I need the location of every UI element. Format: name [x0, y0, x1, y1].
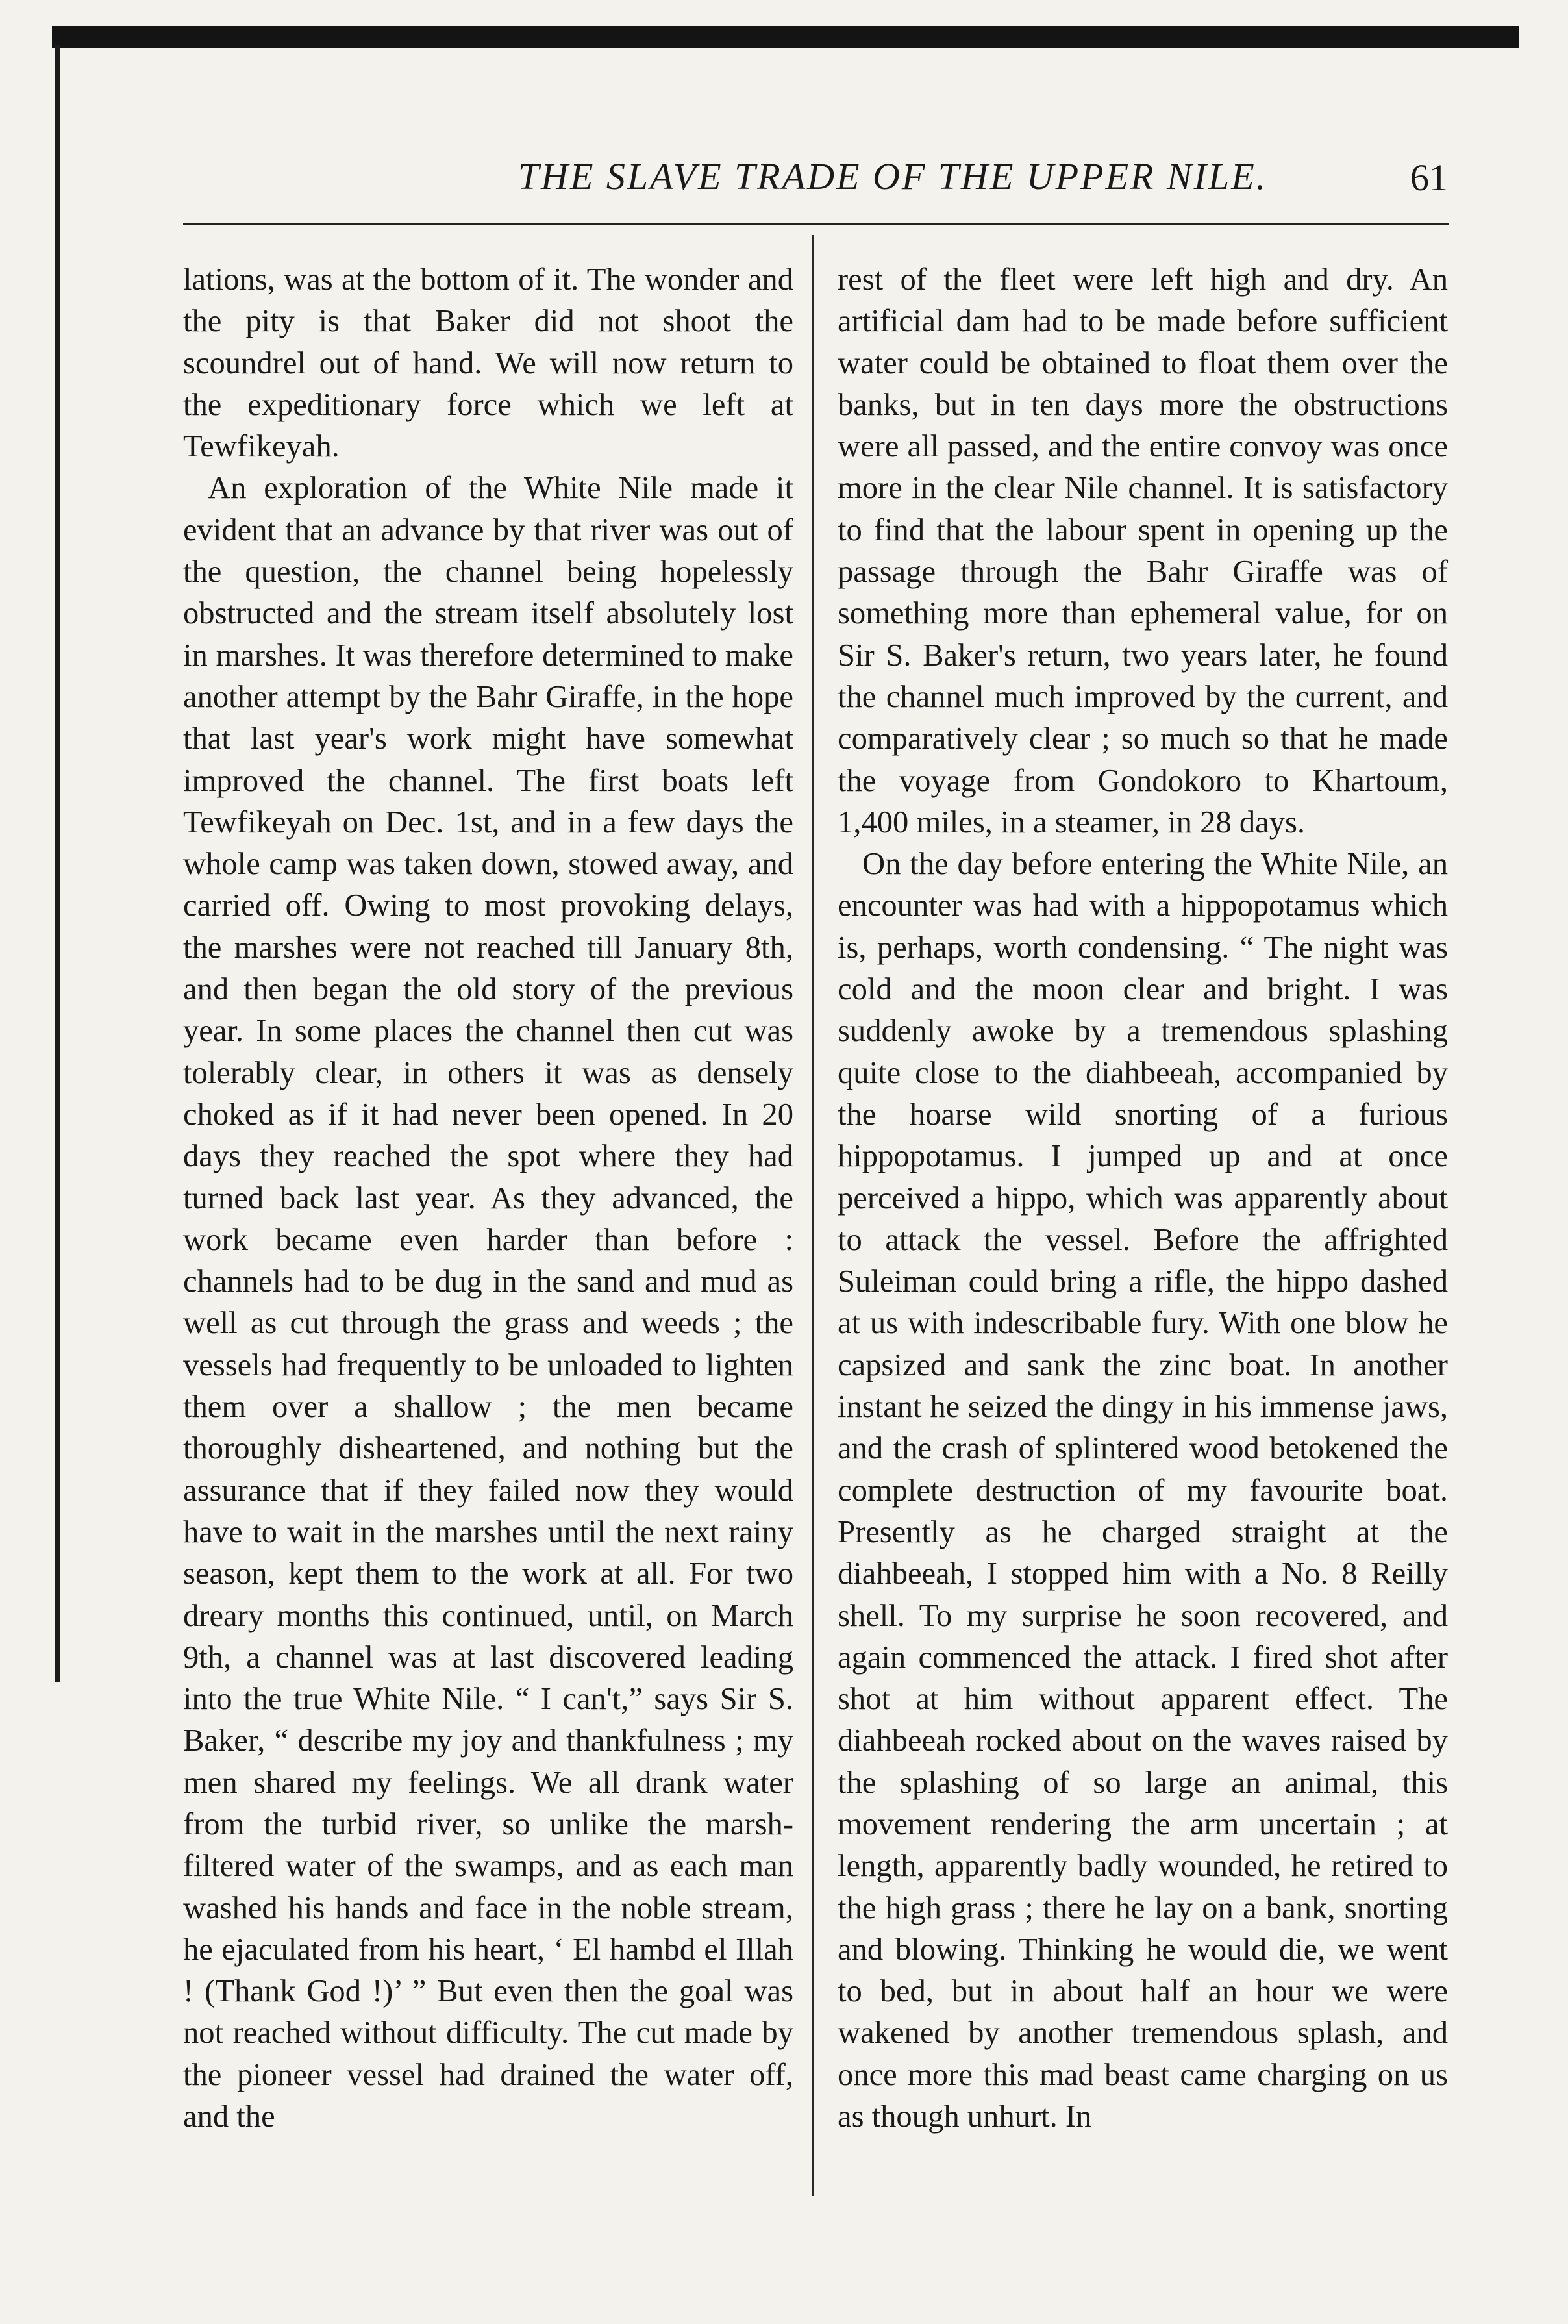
paragraph: lations, was at the bottom of it. The wonder and the pity is that Baker did not shoot the scoundrel out of hand. We will now return to the expeditionary force which we left at Tewfikeyah. — [183, 262, 793, 464]
scan-edge-bar — [52, 26, 1519, 48]
page-header — [182, 155, 1448, 206]
right-column — [838, 258, 1448, 2137]
page-number: 61 — [1410, 156, 1448, 199]
running-title: THE SLAVE TRADE OF THE UPPER NILE. — [517, 155, 1268, 197]
left-column — [183, 258, 793, 2137]
header-rule — [183, 223, 1449, 225]
binding-edge-rule — [55, 45, 60, 1682]
column-divider — [812, 235, 814, 2196]
paragraph: rest of the fleet were left high and dry. An artificial dam had to be made before sufficient water could be obtained to float them over the banks, but in ten days more the obstructions were all passed, and the entire convoy was once more in the clear Nile channel. It is satisfactory to find that the labour spent in opening up the passage through the Bahr Giraffe was of something more than ephemeral value, for on Sir S. Baker's return, two years later, he found the channel much improved by the current, and comparatively clear ; so much so that he made the voyage from Gondokoro to Khartoum, 1,400 miles, in a steamer, in 28 days. — [838, 262, 1448, 840]
paragraph: An exploration of the White Nile made it evident that an advance by that river was out of the question, the channel being hopelessly obstructed and the stream itself absolutely lost in marshes. It was therefore determined to make another attempt by the Bahr Giraffe, in the hope that last year's work might have somewhat improved the channel. The first boats left Tewfikeyah on Dec. 1st, and in a few days the whole camp was taken down, stowed away, and carried off. Owing to most provoking delays, the marshes were not reached till January 8th, and then began the old story of the previous year. In some places the channel then cut was tolerably clear, in others it was as densely choked as if it had never been opened. In 20 days they reached the spot where they had turned back last year. As they advanced, the work became even harder than before : channels had to be dug in the sand and mud as well as cut through the grass and weeds ; the vessels had frequently to be unloaded to lighten them over a shallow ; the men became thoroughly disheartened, and nothing but the assurance that if they failed now they would have to wait in the marshes until the next rainy season, kept them to the work at all. For two dreary months this continued, until, on March 9th, a channel was at last discovered leading into the true White Nile. “ I can't,” says Sir S. Baker, “ describe my joy and thankfulness ; my men shared my feelings. We all drank water from the turbid river, so unlike the marsh-filtered water of the swamps, and as each man washed his hands and face in the noble stream, he ejaculated from his heart, ‘ El hambd el Illah ! (Thank God !)’ ” But even then the goal was not reached without difficulty. The cut made by the pioneer vessel had drained the water off, and the — [183, 470, 793, 2134]
paragraph: On the day before entering the White Nile, an encounter was had with a hippopotamus which is, perhaps, worth condensing. “ The night was cold and the moon clear and bright. I was suddenly awoke by a tremendous splashing quite close to the diahbeeah, accompanied by the hoarse wild snorting of a furious hippopotamus. I jumped up and at once perceived a hippo, which was apparently about to attack the vessel. Before the affrighted Suleiman could bring a rifle, the hippo dashed at us with indescribable fury. With one blow he capsized and sank the zinc boat. In another instant he seized the dingy in his immense jaws, and the crash of splintered wood betokened the complete destruction of my favourite boat. Presently as he charged straight at the diahbeeah, I stopped him with a No. 8 Reilly shell. To my surprise he soon recovered, and again commenced the attack. I fired shot after shot at him without apparent effect. The diahbeeah rocked about on the waves raised by the splashing of so large an animal, this movement rendering the arm uncertain ; at length, apparently badly wounded, he retired to the high grass ; there he lay on a bank, snorting and blowing. Thinking he would die, we went to bed, but in about half an hour we were wakened by another tremendous splash, and once more this mad beast came charging on us as though unhurt. In — [838, 846, 1448, 2134]
